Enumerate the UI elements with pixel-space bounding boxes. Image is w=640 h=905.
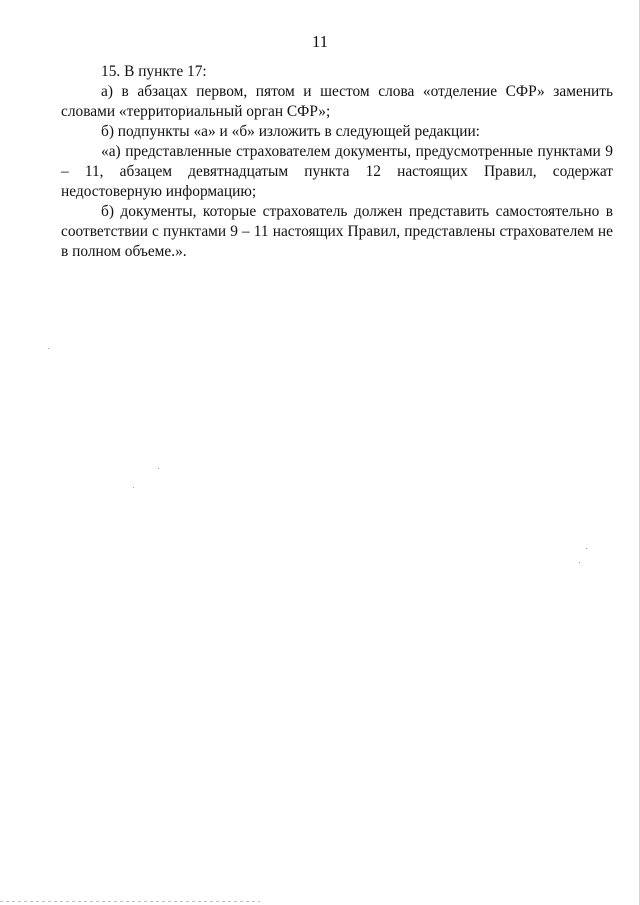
scan-speck <box>48 348 49 349</box>
scan-bottom-edge <box>0 901 260 902</box>
paragraph-subitem-b: б) подпункты «а» и «б» изложить в следующей редакции: <box>101 123 480 140</box>
document-body <box>61 62 613 262</box>
page-number: 11 <box>311 32 329 51</box>
paragraph-subitem-a: а) в абзацах первом, пятом и шестом слова «отделение СФР» заменить словами «территориальный орган СФР»; <box>61 83 613 120</box>
quoted-subitem-a: «а) представленные страхователем документы, предусмотренные пунктами 9 – 11, абзацем девятнадцатым пункта 12 настоящих Правил, содержат недостоверную информацию; <box>61 143 613 200</box>
scan-speck <box>579 562 580 563</box>
paragraph-item-15: 15. В пункте 17: <box>101 63 207 80</box>
scan-speck <box>586 548 587 549</box>
quoted-subitem-b: б) документы, которые страхователь должен представить самостоятельно в соответствии с пунктами 9 – 11 настоящих Правил, представлены страхователем не в полном объеме.». <box>61 203 613 260</box>
scan-speck <box>133 487 134 488</box>
scan-speck <box>158 468 159 469</box>
